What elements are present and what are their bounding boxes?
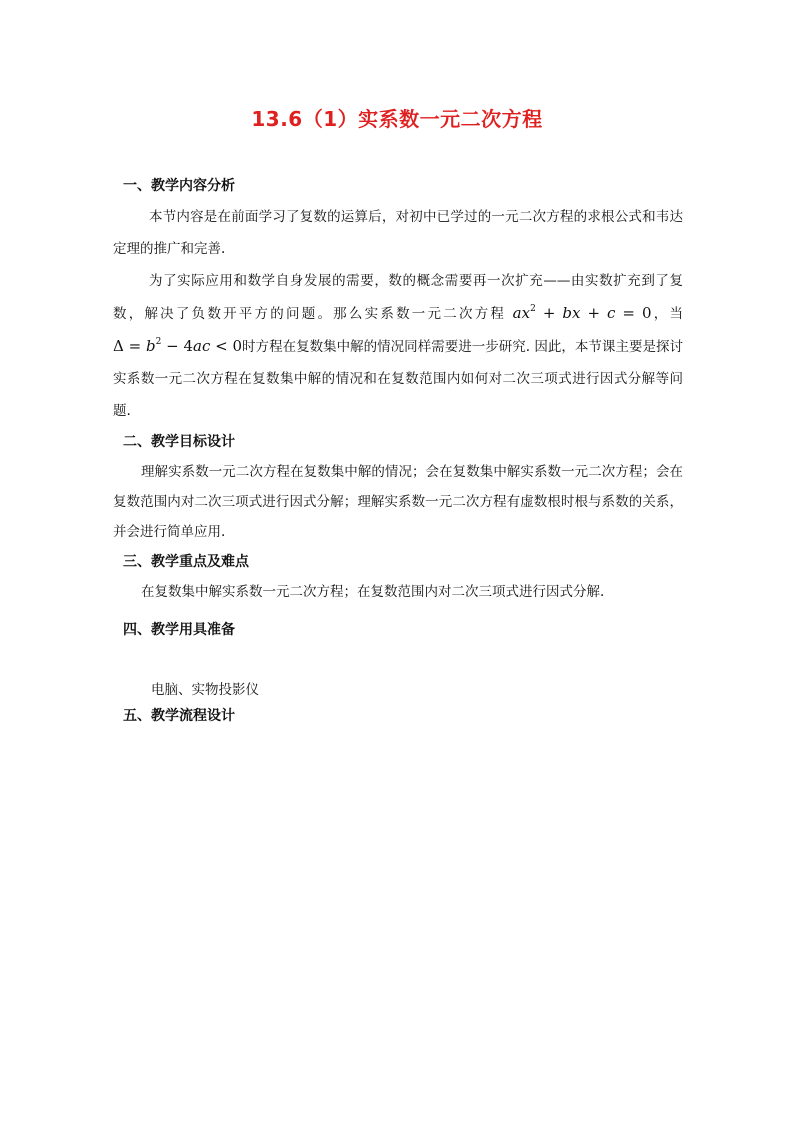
objectives-paragraph: 理解实系数一元二次方程在复数集中解的情况；会在复数集中解实系数一元二次方程；会在复数范围内对二次三项式进行因式分解；理解实系数一元二次方程有虚数根时根与系数的关系，并会进行简单应用. [113, 464, 683, 540]
paragraph-text: 为了实际应用和数学自身发展的需要，数的概念需要再一次扩充——由实数扩充到了复数，解决了负数开平方的问题。那么实系数一元二次方程 [113, 273, 683, 322]
section-heading-key-points: 三、教学重点及难点 [123, 554, 249, 570]
page-title: 13.6（1）实系数一元二次方程 [251, 107, 543, 131]
document-body [113, 175, 683, 727]
section-heading-process: 五、教学流程设计 [123, 708, 235, 724]
paragraph-text: ，当 [651, 306, 683, 322]
paragraph-text: 时方程在复数集中解的情况同样需要进一步研究. 因此，本节课主要是探讨实系数一元二次方程在复数集中解的情况和在复数范围内如何对二次三项式进行因式分解等问题. [113, 339, 683, 419]
key-points-paragraph: 在复数集中解实系数一元二次方程；在复数范围内对二次三项式进行因式分解. [141, 584, 605, 600]
section-heading-tools: 四、教学用具准备 [123, 622, 235, 638]
tools-paragraph: 电脑、实物投影仪 [151, 682, 259, 698]
discriminant-expression: $\Delta = b^2 - 4ac < 0$ [113, 337, 243, 355]
section-heading-objectives: 二、教学目标设计 [123, 434, 235, 450]
quadratic-equation: $ax^2$ + bx + c = 0 [512, 304, 652, 322]
section-heading-content-analysis: 一、教学内容分析 [123, 178, 235, 194]
content-analysis-paragraph-1: 本节内容是在前面学习了复数的运算后，对初中已学过的一元二次方程的求根公式和韦达定理的推广和完善. [113, 209, 683, 257]
content-analysis-paragraph-2 [113, 265, 683, 427]
